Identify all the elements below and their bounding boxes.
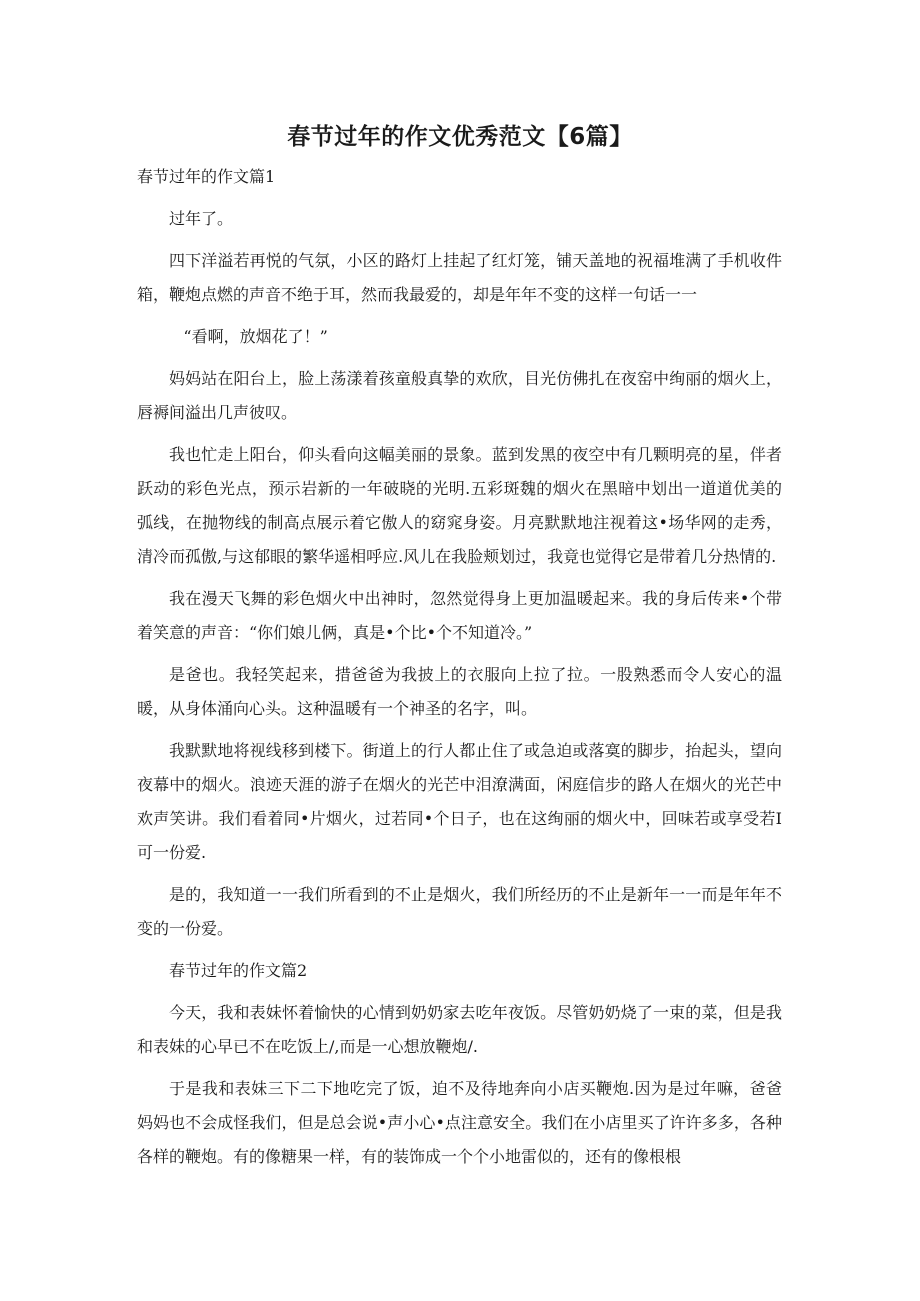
paragraph: 我在漫天飞舞的彩色烟火中出神时，忽然觉得身上更加温暖起来。我的身后传来•个带着笑意的声音：“你们娘儿俩，真是•个比•个不知道冷。”: [137, 589, 782, 642]
paragraph: 是爸也。我轻笑起来，措爸爸为我披上的衣服向上拉了拉。一股熟悉而令人安心的温暖，从身体涌向心头。这种温暖有一个神圣的名字，叫。: [137, 665, 782, 718]
section-heading-2: 春节过年的作文篇2: [169, 961, 308, 980]
paragraph: 四下洋溢若再悦的气氛，小区的路灯上挂起了红灯笼，铺天盖地的祝福堆满了手机收件箱，鞭炮点燃的声音不绝于耳，然而我最爱的，却是年年不变的这样一句话一一: [137, 251, 782, 304]
paragraph: 今天，我和表妹怀着愉快的心情到奶奶家去吃年夜饭。尽管奶奶烧了一束的菜，但是我和表妹的心早已不在吃饭上/,而是一心想放鞭炮/.: [137, 1003, 782, 1056]
paragraph: 我也忙走上阳台，仰头看向这幅美丽的景象。蓝到发黑的夜空中有几颗明亮的星，伴者跃动的彩色光点，预示岩新的一年破晓的光明.五彩斑魏的烟火在黑暗中划出一道道优美的弧线，在抛物线的制高点展示着它傲人的窈窕身姿。月亮默默地注视着这•场华网的走秀，清冷而孤傲,与这郁眼的繁华遥相呼应.风儿在我脸颊划过，我竟也觉得它是带着几分热情的.: [137, 445, 782, 566]
paragraph: 妈妈站在阳台上，脸上荡漾着孩童般真挚的欢欣，目光仿佛扎在夜窑中绚丽的烟火上，唇褥间溢出几声彼叹。: [137, 369, 782, 422]
paragraph: 于是我和表妹三下二下地吃完了饭，迫不及待地奔向小店买鞭炮.因为是过年嘛，爸爸妈妈也不会成怪我们，但是总会说•声小心•点注意安全。我们在小店里买了许许多多，各种各样的鞭炮。有的像糖果一样，有的装饰成一个个小地雷似的，还有的像根根: [137, 1079, 782, 1166]
document-body: [137, 160, 782, 1182]
quote-paragraph: “看啊，放烟花了！”: [183, 327, 328, 346]
paragraph: 过年了。: [169, 209, 234, 228]
paragraph: 是的，我知道一一我们所看到的不止是烟火，我们所经历的不止是新年一一而是年年不变的一份爱。: [137, 885, 782, 938]
paragraph: 我默默地将视线移到楼下。街道上的行人都止住了或急迫或落寞的脚步，抬起头，望向夜幕中的烟火。浪迹天涯的游子在烟火的光芒中泪潦满面，闲庭信步的路人在烟火的光芒中欢声笑讲。我们看着同•片烟火，过若同•个日子，也在这绚丽的烟火中，回味若或享受若I可一份爱.: [137, 741, 782, 862]
section-heading-1: 春节过年的作文篇1: [137, 167, 276, 186]
document-title: 春节过年的作文优秀范文【6篇】: [287, 124, 633, 150]
